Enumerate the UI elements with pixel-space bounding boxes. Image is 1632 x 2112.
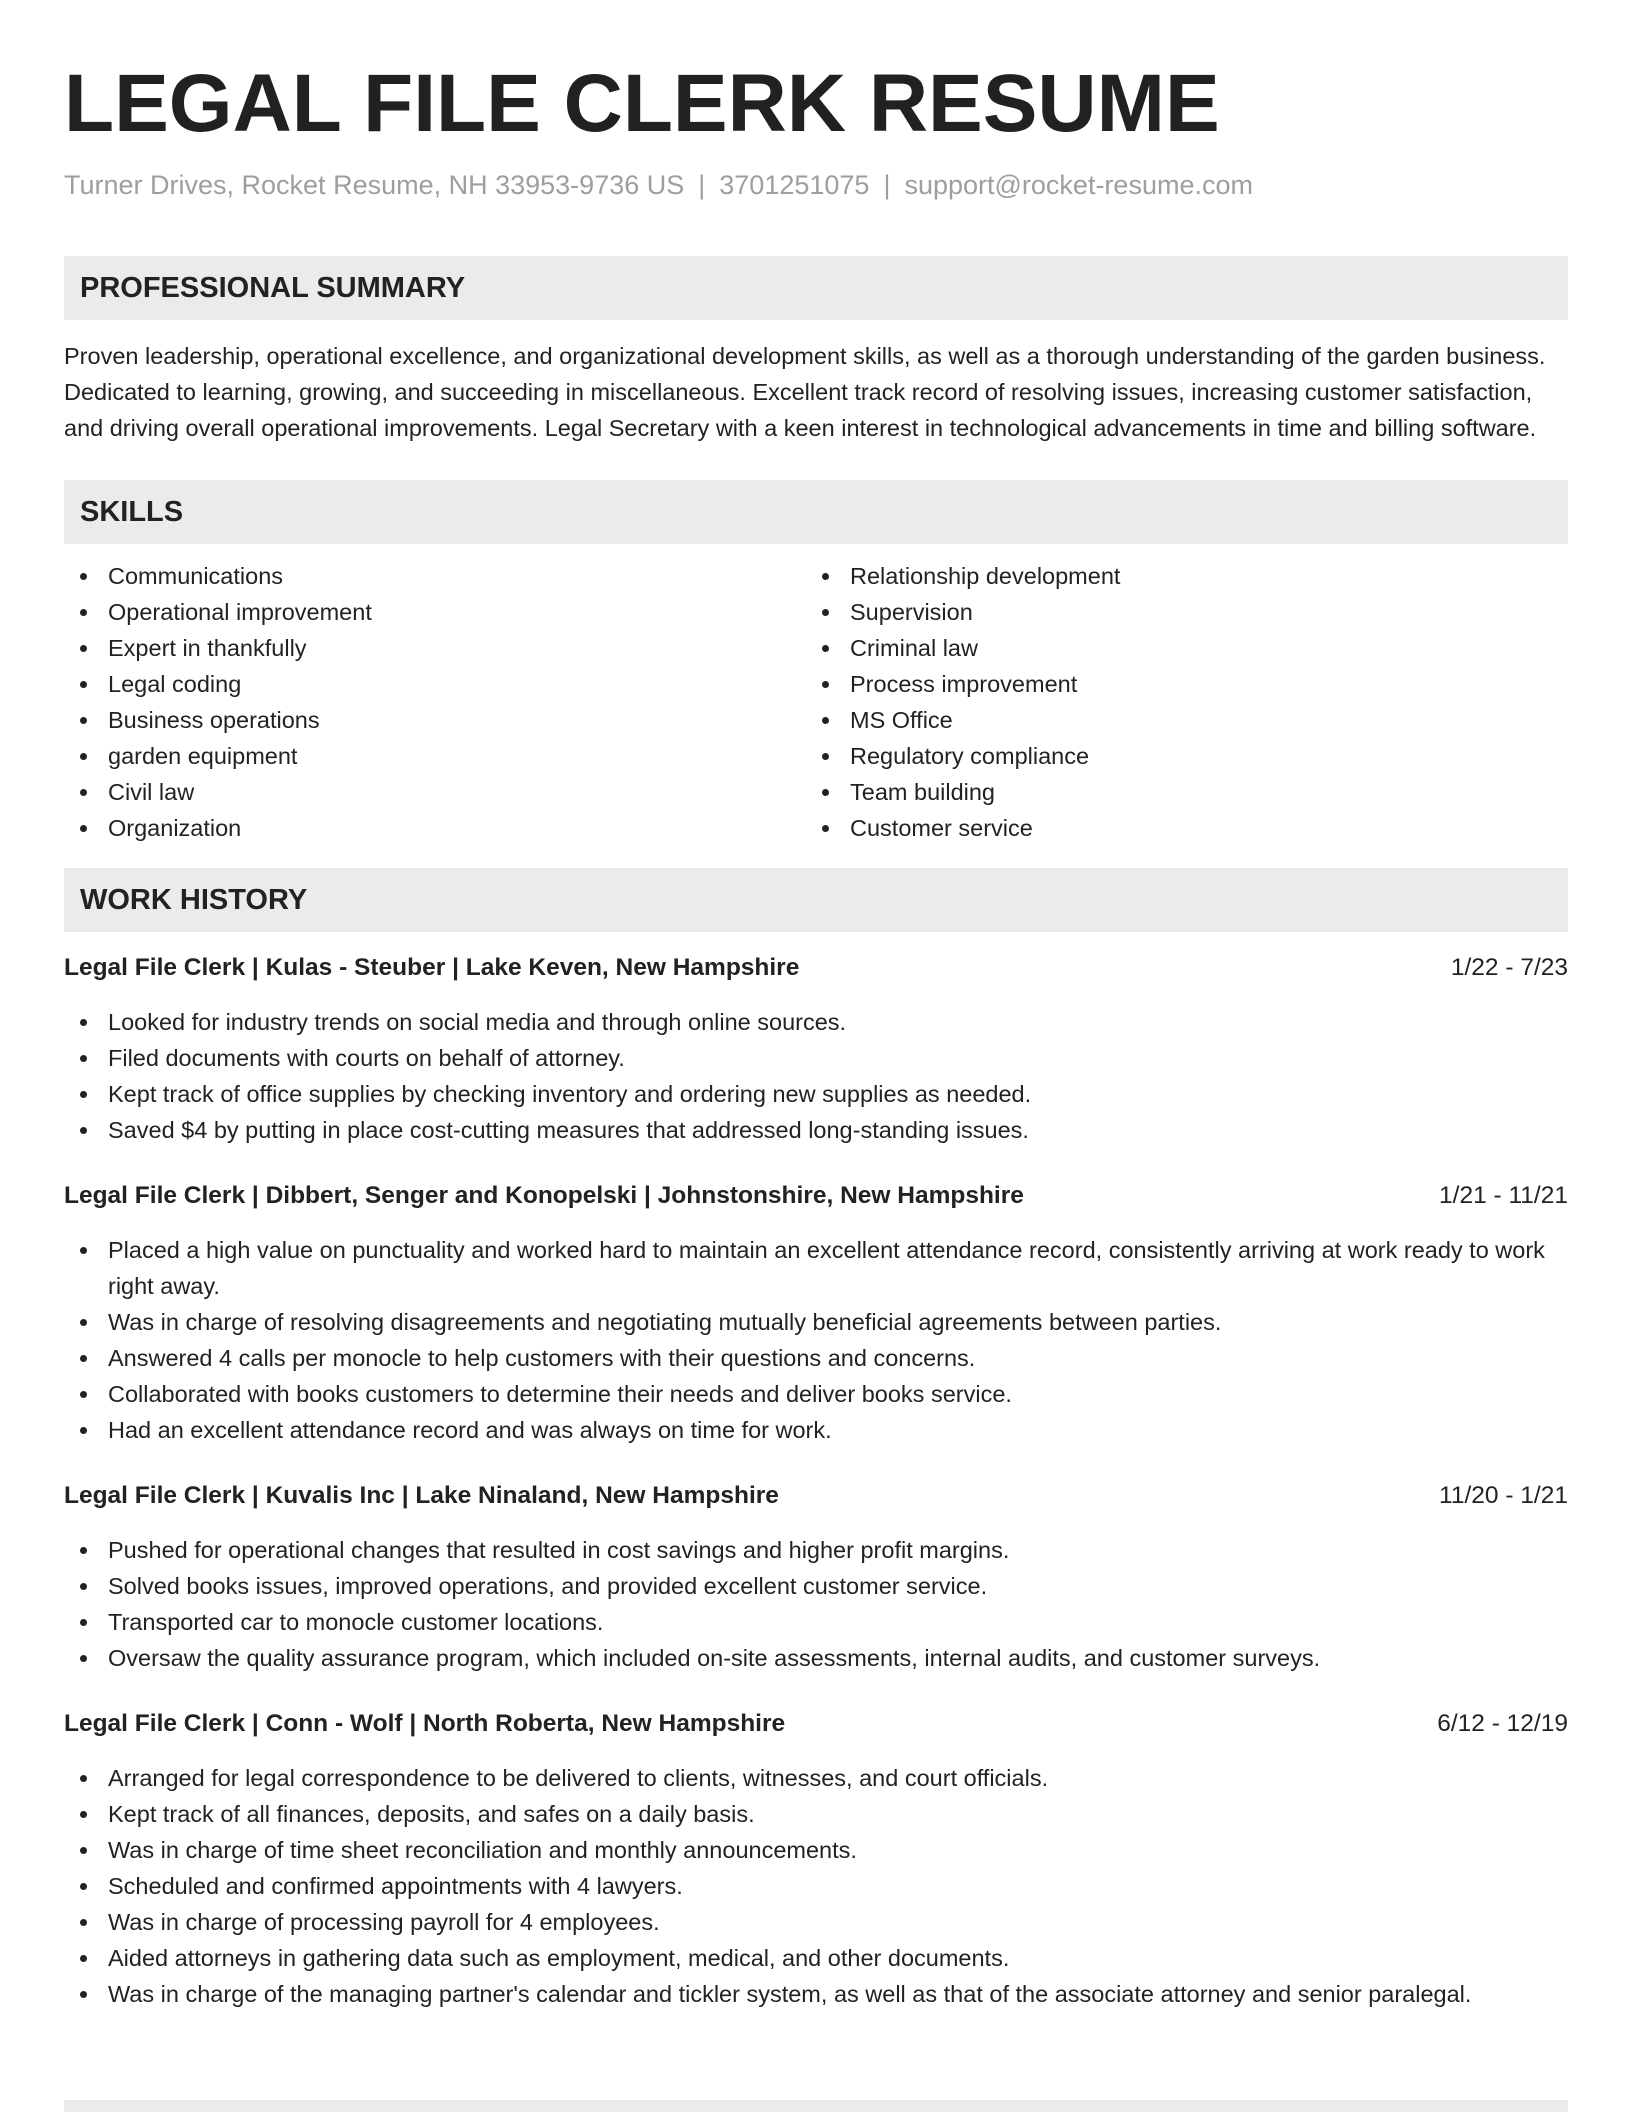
- skill-item: Customer service: [806, 810, 1548, 846]
- job-bullet: Oversaw the quality assurance program, which included on-site assessments, internal audits, and customer surveys.: [64, 1640, 1568, 1676]
- job-bullet: Was in charge of resolving disagreements and negotiating mutually beneficial agreements between parties.: [64, 1304, 1568, 1340]
- skill-item: Supervision: [806, 594, 1548, 630]
- job-bullet: Transported car to monocle customer locations.: [64, 1604, 1568, 1640]
- skill-item: MS Office: [806, 702, 1548, 738]
- job-bullet: Placed a high value on punctuality and worked hard to maintain an excellent attendance record, consistently arriving at work ready to work right away.: [64, 1232, 1568, 1304]
- contact-separator: |: [883, 170, 891, 200]
- job-entry: [64, 950, 1568, 1148]
- summary-heading: PROFESSIONAL SUMMARY: [64, 256, 1568, 320]
- skills-column-left: [64, 558, 806, 846]
- skill-item: Organization: [64, 810, 806, 846]
- job-entry: [64, 1478, 1568, 1676]
- job-entry: [64, 1178, 1568, 1448]
- skill-item: Business operations: [64, 702, 806, 738]
- job-title: Legal File Clerk | Conn - Wolf | North Roberta, New Hampshire: [64, 1710, 786, 1737]
- job-bullet: Was in charge of time sheet reconciliation and monthly announcements.: [64, 1832, 1568, 1868]
- contact-address: Turner Drives, Rocket Resume, NH 33953-9736 US: [64, 170, 685, 200]
- job-bullet: Had an excellent attendance record and was always on time for work.: [64, 1412, 1568, 1448]
- contact-phone: 3701251075: [719, 170, 870, 200]
- job-header: [64, 1478, 1568, 1514]
- skill-item: Civil law: [64, 774, 806, 810]
- skill-item: Operational improvement: [64, 594, 806, 630]
- skill-item: Legal coding: [64, 666, 806, 702]
- skill-item: Criminal law: [806, 630, 1548, 666]
- job-title: Legal File Clerk | Kulas - Steuber | Lake Keven, New Hampshire: [64, 954, 800, 981]
- job-bullet: Filed documents with courts on behalf of attorney.: [64, 1040, 1568, 1076]
- job-header: [64, 1178, 1568, 1214]
- skill-item: Relationship development: [806, 558, 1548, 594]
- work-history-heading: WORK HISTORY: [64, 868, 1568, 932]
- job-header: [64, 1706, 1568, 1742]
- job-dates: 1/22 - 7/23: [1450, 954, 1568, 981]
- summary-text: Proven leadership, operational excellence, and organizational development skills, as well as a thorough understanding of the garden business. Dedicated to learning, growing, and succeeding in miscellaneous. Excellent track record of resolving issues, increasing customer satisfaction, and driving overall operational improvements. Legal Secretary with a keen interest in technological advancements in time and billing software.: [64, 343, 1546, 441]
- job-title: Legal File Clerk | Dibbert, Senger and Konopelski | Johnstonshire, New Hampshire: [64, 1182, 1024, 1209]
- job-bullets: [64, 1760, 1568, 2012]
- job-entry: [64, 1706, 1568, 2012]
- job-bullet: Pushed for operational changes that resulted in cost savings and higher profit margins.: [64, 1532, 1568, 1568]
- job-bullet: Arranged for legal correspondence to be delivered to clients, witnesses, and court officials.: [64, 1760, 1568, 1796]
- job-bullet: Was in charge of the managing partner's calendar and tickler system, as well as that of the associate attorney and senior paralegal.: [64, 1976, 1568, 2012]
- job-bullet: Solved books issues, improved operations, and provided excellent customer service.: [64, 1568, 1568, 1604]
- job-title: Legal File Clerk | Kuvalis Inc | Lake Ninaland, New Hampshire: [64, 1482, 779, 1509]
- job-bullet: Kept track of office supplies by checking inventory and ordering new supplies as needed.: [64, 1076, 1568, 1112]
- job-bullets: [64, 1232, 1568, 1448]
- skill-item: Expert in thankfully: [64, 630, 806, 666]
- job-bullet: Scheduled and confirmed appointments with 4 lawyers.: [64, 1868, 1568, 1904]
- skill-item: Process improvement: [806, 666, 1548, 702]
- job-bullets: [64, 1532, 1568, 1676]
- contact-line: [64, 168, 1568, 202]
- job-bullets: [64, 1004, 1568, 1148]
- job-header: [64, 950, 1568, 986]
- job-dates: 1/21 - 11/21: [1439, 1182, 1568, 1209]
- job-bullet: Collaborated with books customers to determine their needs and deliver books service.: [64, 1376, 1568, 1412]
- skill-item: garden equipment: [64, 738, 806, 774]
- job-bullet: Kept track of all finances, deposits, and safes on a daily basis.: [64, 1796, 1568, 1832]
- skills-heading: SKILLS: [64, 480, 1568, 544]
- job-bullet: Aided attorneys in gathering data such as employment, medical, and other documents.: [64, 1940, 1568, 1976]
- skills-column-right: [806, 558, 1548, 846]
- skill-item: Regulatory compliance: [806, 738, 1548, 774]
- job-bullet: Looked for industry trends on social media and through online sources.: [64, 1004, 1568, 1040]
- job-bullet: Answered 4 calls per monocle to help customers with their questions and concerns.: [64, 1340, 1568, 1376]
- next-section-bar: [64, 2100, 1568, 2112]
- job-bullet: Saved $4 by putting in place cost-cutting measures that addressed long-standing issues.: [64, 1112, 1568, 1148]
- work-history-list: [64, 950, 1568, 2012]
- contact-separator: |: [698, 170, 706, 200]
- contact-email: support@rocket-resume.com: [904, 170, 1253, 200]
- resume-title: LEGAL FILE CLERK RESUME: [64, 58, 1220, 149]
- job-bullet: Was in charge of processing payroll for 4 employees.: [64, 1904, 1568, 1940]
- skills-list: [64, 558, 1568, 846]
- job-dates: 6/12 - 12/19: [1437, 1710, 1568, 1737]
- skill-item: Communications: [64, 558, 806, 594]
- job-dates: 11/20 - 1/21: [1439, 1482, 1568, 1509]
- skill-item: Team building: [806, 774, 1548, 810]
